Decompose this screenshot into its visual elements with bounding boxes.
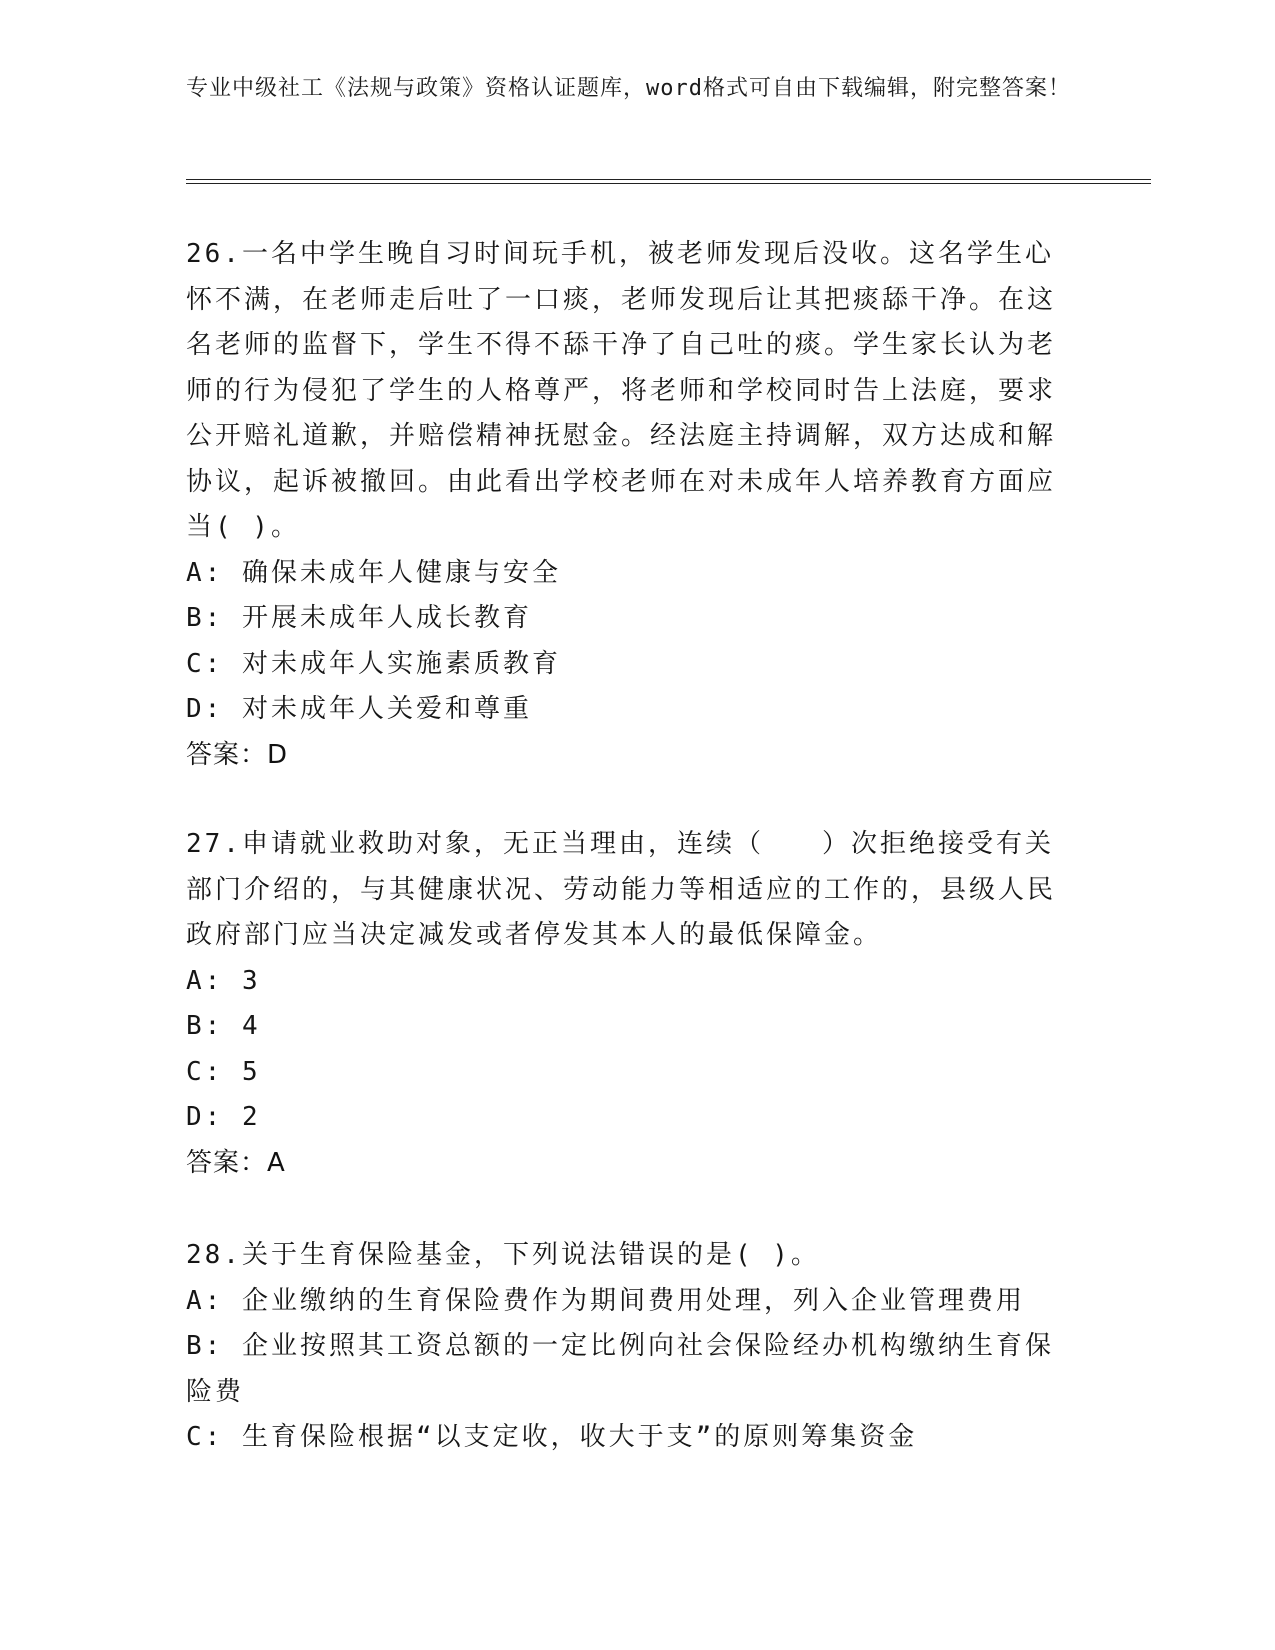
question-stem: 26.一名中学生晚自习时间玩手机，被老师发现后没收。这名学生心怀不满，在老师走后吐了一口痰，老师发现后让其把痰舔干净。在这名老师的监督下，学生不得不舔干净了自己吐的痰。学生家长认为老师的行为侵犯了学生的人格尊严，将老师和学校同时告上法庭，要求公开赔礼道歉，并赔偿精神抚慰金。经法庭主持调解，双方达成和解协议，起诉被撤回。由此看出学校老师在对未成年人培养教育方面应当( )。 — [186, 239, 1057, 542]
option-d: D: 对未成年人关爱和尊重 — [186, 694, 532, 724]
question-26 — [186, 232, 1076, 778]
option-c: C: 5 — [186, 1056, 261, 1087]
question-27 — [186, 822, 1076, 1186]
question-stem: 27.申请就业救助对象，无正当理由，连续（ ）次拒绝接受有关部门介绍的，与其健康状况、劳动能力等相适应的工作的，县级人民政府部门应当决定减发或者停发其本人的最低保障金。 — [186, 829, 1057, 950]
answer-label: 答案：A — [186, 1147, 286, 1178]
header-divider-top — [186, 179, 1151, 180]
question-28 — [186, 1233, 1076, 1461]
option-b: B: 4 — [186, 1011, 261, 1041]
option-b: B: 企业按照其工资总额的一定比例向社会保险经办机构缴纳生育保险费 — [186, 1331, 1054, 1407]
document-header: 专业中级社工《法规与政策》资格认证题库，word格式可自由下载编辑，附完整答案！ — [186, 76, 1071, 101]
question-stem: 28.关于生育保险基金，下列说法错误的是( )。 — [186, 1240, 820, 1270]
answer-label: 答案：D — [186, 739, 289, 770]
option-d: D: 2 — [186, 1102, 261, 1132]
option-c: C: 生育保险根据“以支定收，收大于支”的原则筹集资金 — [186, 1422, 918, 1452]
option-a: A: 3 — [186, 965, 261, 996]
option-a: A: 确保未成年人健康与安全 — [186, 557, 561, 588]
option-c: C: 对未成年人实施素质教育 — [186, 648, 561, 679]
option-a: A: 企业缴纳的生育保险费作为期间费用处理，列入企业管理费用 — [186, 1285, 1025, 1316]
option-b: B: 开展未成年人成长教育 — [186, 603, 532, 633]
header-divider-bottom — [186, 183, 1151, 184]
